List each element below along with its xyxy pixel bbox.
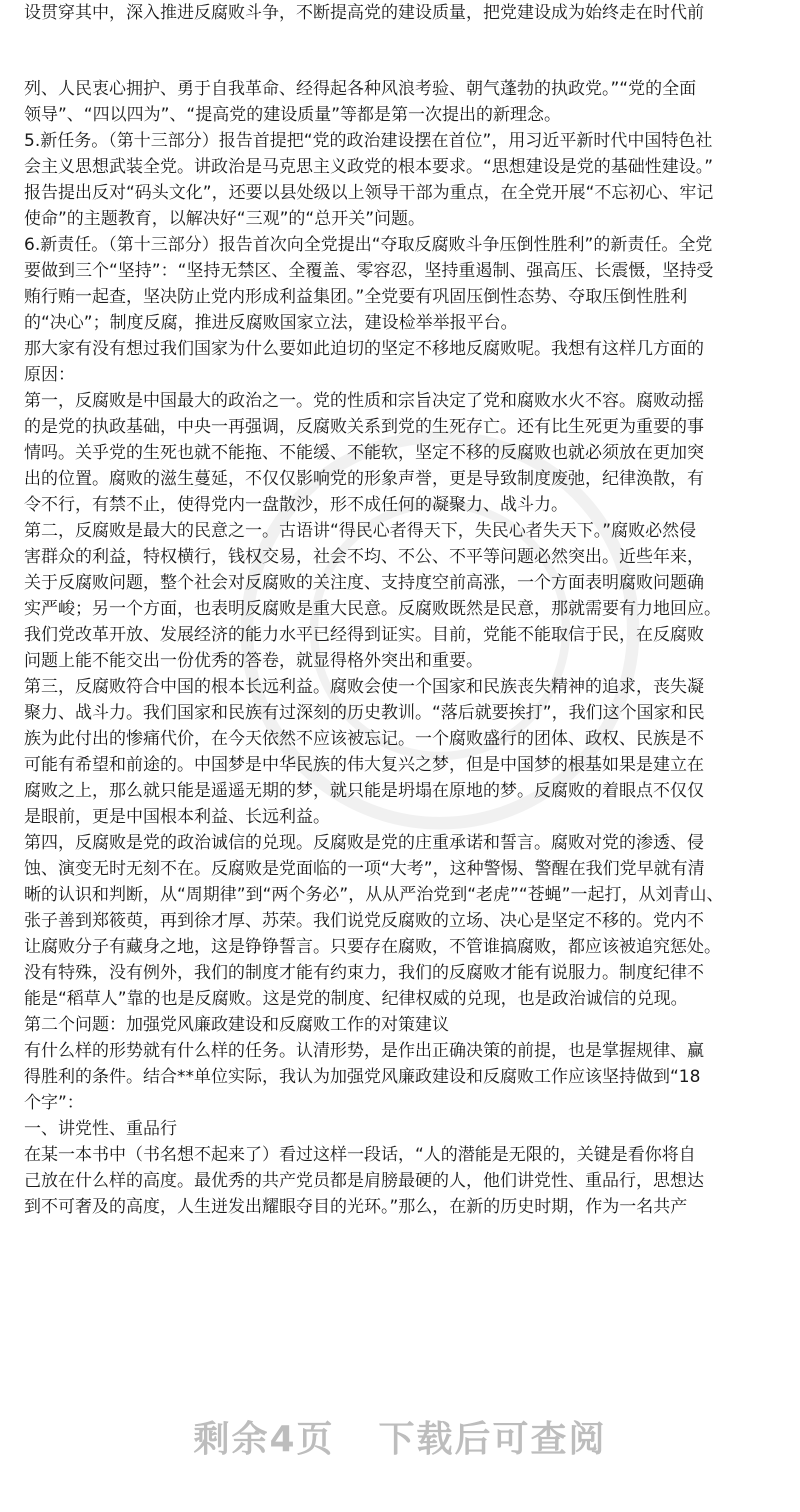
- document-line: 5.新任务。（第十三部分）报告首提把“党的政治建设摆在首位”，用习近平新时代中国特色社: [24, 131, 713, 151]
- document-line: 聚力、战斗力。我们国家和民族有过深刻的历史教训。“落后就要挨打”，我们这个国家和民: [24, 703, 705, 723]
- document-line: 原因：: [24, 365, 75, 385]
- document-line: 出的位置。腐败的滋生蔓延，不仅仅影响党的形象声誉，更是导致制度废弛，纪律涣散，有: [24, 469, 704, 489]
- remaining-pages-text: 剩余4页: [193, 1418, 335, 1460]
- document-line: 列、人民衷心拥护、勇于自我革命、经得起各种风浪考验、朝气蓬勃的执政党。”“党的全面: [24, 79, 697, 99]
- document-line: 贿行贿一起查，坚决防止党内形成利益集团。”全党要有巩固压倒性态势、夺取压倒性胜利: [24, 287, 688, 307]
- download-hint-text: 下载后可查阅: [378, 1418, 607, 1460]
- document-line: 是眼前，更是中国根本利益、长远利益。: [24, 807, 330, 827]
- document-top-line: 设贯穿其中，深入推进反腐败斗争，不断提高党的建设质量，把党建设成为始终走在时代前: [24, 3, 704, 23]
- document-line: 情吗。关乎党的生死也就不能拖、不能缓、不能软，坚定不移的反腐败也就必须放在更加突: [24, 443, 704, 463]
- document-line: 问题上能不能交出一份优秀的答卷，就显得格外突出和重要。: [24, 651, 483, 671]
- document-line: 害群众的利益，特权横行，钱权交易，社会不均、不公、不平等问题必然突出。近些年来，: [24, 547, 704, 567]
- document-line: 得胜利的条件。结合**单位实际，我认为加强党风廉政建设和反腐败工作应该坚持做到“18: [24, 1067, 701, 1087]
- document-line: 在某一本书中（书名想不起来了）看过这样一段话，“人的潜能是无限的，关键是看你将自: [24, 1145, 696, 1165]
- document-line: 领导”、“四以四为”、“提高党的建设质量”等都是第一次提出的新理念。: [24, 105, 562, 125]
- document-line: 使命”的主题教育，以解决好“三观”的“总开关”问题。: [24, 209, 426, 229]
- document-line: 第三，反腐败符合中国的根本长远利益。腐败会使一个国家和民族丧失精神的追求，丧失凝: [24, 677, 704, 697]
- document-line: 那大家有没有想过我们国家为什么要如此迫切的坚定不移地反腐败呢。我想有这样几方面的: [24, 339, 704, 359]
- document-line: 让腐败分子有藏身之地，这是铮铮誓言。只要存在腐败，不管谁搞腐败，都应该被追究惩处。: [24, 937, 721, 957]
- document-line: 族为此付出的惨痛代价，在今天依然不应该被忘记。一个腐败盛行的团体、政权、民族是不: [24, 729, 704, 749]
- document-line: 的“决心”；制度反腐，推进反腐败国家立法，建设检举举报平台。: [24, 313, 518, 333]
- download-banner[interactable]: [0, 1406, 800, 1466]
- document-line: 第一，反腐败是中国最大的政治之一。党的性质和宗旨决定了党和腐败水火不容。腐败动摇: [24, 391, 704, 411]
- document-line: 个字”：: [24, 1093, 84, 1113]
- document-line: 第二个问题：加强党风廉政建设和反腐败工作的对策建议: [24, 1015, 449, 1035]
- document-line: 晰的认识和判断，从“周期律”到“两个务必”，从从严治党到“老虎”“苍蝇”一起打，从刘青山、: [24, 885, 724, 905]
- document-line: 我们党改革开放、发展经济的能力水平已经得到证实。目前，党能不能取信于民，在反腐败: [24, 625, 704, 645]
- document-line: 实严峻；另一个方面，也表明反腐败是重大民意。反腐败既然是民意，那就需要有力地回应。: [24, 599, 721, 619]
- document-line: 有什么样的形势就有什么样的任务。认清形势，是作出正确决策的前提，也是掌握规律、赢: [24, 1041, 704, 1061]
- document-line: 到不可奢及的高度，人生迸发出耀眼夺目的光环。”那么，在新的历史时期，作为一名共产: [24, 1197, 688, 1217]
- document-line: 己放在什么样的高度。最优秀的共产党员都是肩膀最硬的人，他们讲党性、重品行，思想达: [24, 1171, 704, 1191]
- document-line: 能是“稻草人”靠的也是反腐败。这是党的制度、纪律权威的兑现，也是政治诚信的兑现。: [24, 989, 688, 1009]
- document-body: [24, 76, 784, 1220]
- document-line: 腐败之上，那么就只能是遥遥无期的梦，就只能是坍塌在原地的梦。反腐败的着眼点不仅仅: [24, 781, 704, 801]
- document-line: 第四，反腐败是党的政治诚信的兑现。反腐败是党的庄重承诺和誓言。腐败对党的渗透、侵: [24, 833, 704, 853]
- document-line: 报告提出反对“码头文化”，还要以县处级以上领导干部为重点，在全党开展“不忘初心、牢记: [24, 183, 714, 203]
- document-line: 要做到三个“坚持”：“坚持无禁区、全覆盖、零容忍，坚持重遏制、强高压、长震慑，坚持受: [24, 261, 714, 281]
- document-line: 第二，反腐败是最大的民意之一。古语讲“得民心者得天下，失民心者失天下。”腐败必然侵: [24, 521, 697, 541]
- document-line: 的是党的执政基础，中央一再强调，反腐败关系到党的生死存亡。还有比生死更为重要的事: [24, 417, 704, 437]
- document-line: 张子善到郑筱萸，再到徐才厚、苏荣。我们说党反腐败的立场、决心是坚定不移的。党内不: [24, 911, 704, 931]
- document-line: 令不行，有禁不止，使得党内一盘散沙，形不成任何的凝聚力、战斗力。: [24, 495, 568, 515]
- document-line: 可能有希望和前途的。中国梦是中华民族的伟大复兴之梦，但是中国梦的根基如果是建立在: [24, 755, 704, 775]
- document-line: 6.新责任。（第十三部分）报告首次向全党提出“夺取反腐败斗争压倒性胜利”的新责任。全党: [24, 235, 713, 255]
- document-line: 一、讲党性、重品行: [24, 1119, 177, 1139]
- document-line: 没有特殊，没有例外，我们的制度才能有约束力，我们的反腐败才能有说服力。制度纪律不: [24, 963, 704, 983]
- document-line: 关于反腐败问题，整个社会对反腐败的关注度、支持度空前高涨，一个方面表明腐败问题确: [24, 573, 704, 593]
- document-line: 蚀、演变无时无刻不在。反腐败是党面临的一项“大考”，这种警惕、警醒在我们党早就有清: [24, 859, 705, 879]
- document-line: 会主义思想武装全党。讲政治是马克思主义政党的根本要求。“思想建设是党的基础性建设。”: [24, 157, 714, 177]
